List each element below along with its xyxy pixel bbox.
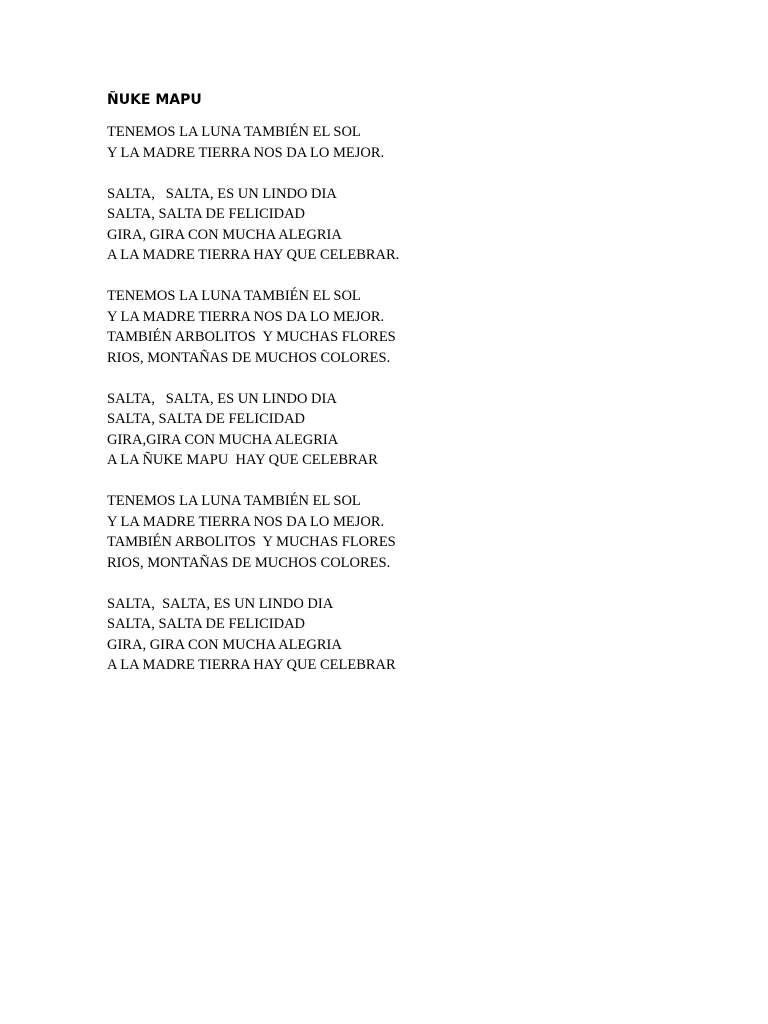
stanza xyxy=(107,122,707,163)
lyric-line: TENEMOS LA LUNA TAMBIÉN EL SOL xyxy=(107,124,361,140)
stanza xyxy=(107,286,707,368)
stanza xyxy=(107,389,707,471)
lyric-line: TAMBIÉN ARBOLITOS Y MUCHAS FLORES xyxy=(107,534,396,550)
lyric-line: TAMBIÉN ARBOLITOS Y MUCHAS FLORES xyxy=(107,329,396,345)
song-body xyxy=(107,122,707,676)
lyric-line: SALTA, SALTA, ES UN LINDO DIA xyxy=(107,390,337,407)
lyric-line: Y LA MADRE TIERRA NOS DA LO MEJOR. xyxy=(107,513,385,530)
lyric-line: SALTA, SALTA DE FELICIDAD xyxy=(107,616,306,632)
lyric-line: SALTA, SALTA, ES UN LINDO DIA xyxy=(107,595,334,612)
lyric-line: RIOS, MONTAÑAS DE MUCHOS COLORES. xyxy=(107,349,391,366)
lyric-line: GIRA,GIRA CON MUCHA ALEGRIA xyxy=(107,431,339,448)
lyric-line: SALTA, SALTA DE FELICIDAD xyxy=(107,411,306,427)
lyric-line: Y LA MADRE TIERRA NOS DA LO MEJOR. xyxy=(107,144,385,161)
document-page xyxy=(107,89,707,696)
lyric-line: RIOS, MONTAÑAS DE MUCHOS COLORES. xyxy=(107,554,391,571)
stanza xyxy=(107,594,707,676)
lyric-line: A LA MADRE TIERRA HAY QUE CELEBRAR xyxy=(107,657,396,673)
lyric-line: GIRA, GIRA CON MUCHA ALEGRIA xyxy=(107,226,342,243)
lyric-line: A LA MADRE TIERRA HAY QUE CELEBRAR. xyxy=(107,247,400,263)
lyric-line: A LA ÑUKE MAPU HAY QUE CELEBRAR xyxy=(107,452,378,468)
lyric-line: Y LA MADRE TIERRA NOS DA LO MEJOR. xyxy=(107,308,385,325)
lyric-line: SALTA, SALTA, ES UN LINDO DIA xyxy=(107,185,337,202)
stanza xyxy=(107,491,707,573)
song-title: ÑUKE MAPU xyxy=(107,92,202,108)
lyric-line: SALTA, SALTA DE FELICIDAD xyxy=(107,206,306,222)
stanza xyxy=(107,184,707,266)
lyric-line: GIRA, GIRA CON MUCHA ALEGRIA xyxy=(107,636,342,653)
lyric-line: TENEMOS LA LUNA TAMBIÉN EL SOL xyxy=(107,288,361,304)
lyric-line: TENEMOS LA LUNA TAMBIÉN EL SOL xyxy=(107,493,361,509)
